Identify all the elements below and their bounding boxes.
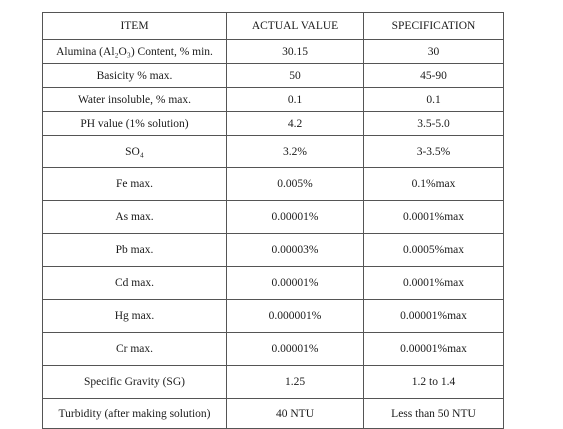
item-cell: Fe max. — [43, 168, 227, 201]
specification-cell: 0.0005%max — [364, 234, 504, 267]
item-cell: SO₄ — [43, 136, 227, 168]
specification-cell: 0.1 — [364, 88, 504, 112]
table-row — [43, 300, 504, 333]
specification-table — [42, 12, 504, 429]
specification-cell: 0.0001%max — [364, 201, 504, 234]
actual-value-cell: 40 NTU — [227, 399, 364, 429]
actual-value-cell: 0.000001% — [227, 300, 364, 333]
table-row — [43, 201, 504, 234]
actual-value-cell: 50 — [227, 64, 364, 88]
table-row — [43, 333, 504, 366]
table-row — [43, 267, 504, 300]
table-row — [43, 136, 504, 168]
table-row — [43, 366, 504, 399]
table-row — [43, 399, 504, 429]
item-cell: Hg max. — [43, 300, 227, 333]
specification-cell: 0.00001%max — [364, 333, 504, 366]
specification-cell: 45-90 — [364, 64, 504, 88]
specification-cell: 0.0001%max — [364, 267, 504, 300]
table-row — [43, 234, 504, 267]
item-cell: Turbidity (after making solution) — [43, 399, 227, 429]
specification-cell: 0.00001%max — [364, 300, 504, 333]
actual-value-cell: 0.00001% — [227, 201, 364, 234]
item-cell: Cd max. — [43, 267, 227, 300]
table-row — [43, 64, 504, 88]
specification-cell: 3.5-5.0 — [364, 112, 504, 136]
specification-cell: 3-3.5% — [364, 136, 504, 168]
specification-cell: Less than 50 NTU — [364, 399, 504, 429]
specification-cell: 1.2 to 1.4 — [364, 366, 504, 399]
item-cell: Pb max. — [43, 234, 227, 267]
actual-value-cell: 0.005% — [227, 168, 364, 201]
actual-value-cell: 1.25 — [227, 366, 364, 399]
item-cell: Cr max. — [43, 333, 227, 366]
actual-value-cell: 0.00001% — [227, 267, 364, 300]
actual-value-cell: 3.2% — [227, 136, 364, 168]
table-row — [43, 112, 504, 136]
specification-cell: 0.1%max — [364, 168, 504, 201]
header-item: ITEM — [43, 13, 227, 40]
item-cell: As max. — [43, 201, 227, 234]
item-cell: PH value (1% solution) — [43, 112, 227, 136]
actual-value-cell: 0.00003% — [227, 234, 364, 267]
table-row — [43, 40, 504, 64]
actual-value-cell: 30.15 — [227, 40, 364, 64]
header-actual-value: ACTUAL VALUE — [227, 13, 364, 40]
item-cell: Basicity % max. — [43, 64, 227, 88]
actual-value-cell: 0.00001% — [227, 333, 364, 366]
specification-cell: 30 — [364, 40, 504, 64]
actual-value-cell: 0.1 — [227, 88, 364, 112]
table-header-row — [43, 13, 504, 40]
item-cell: Water insoluble, % max. — [43, 88, 227, 112]
item-cell: Specific Gravity (SG) — [43, 366, 227, 399]
table-row — [43, 88, 504, 112]
header-specification: SPECIFICATION — [364, 13, 504, 40]
actual-value-cell: 4.2 — [227, 112, 364, 136]
table-row — [43, 168, 504, 201]
item-cell: Alumina (Al₂O₃) Content, % min. — [43, 40, 227, 64]
